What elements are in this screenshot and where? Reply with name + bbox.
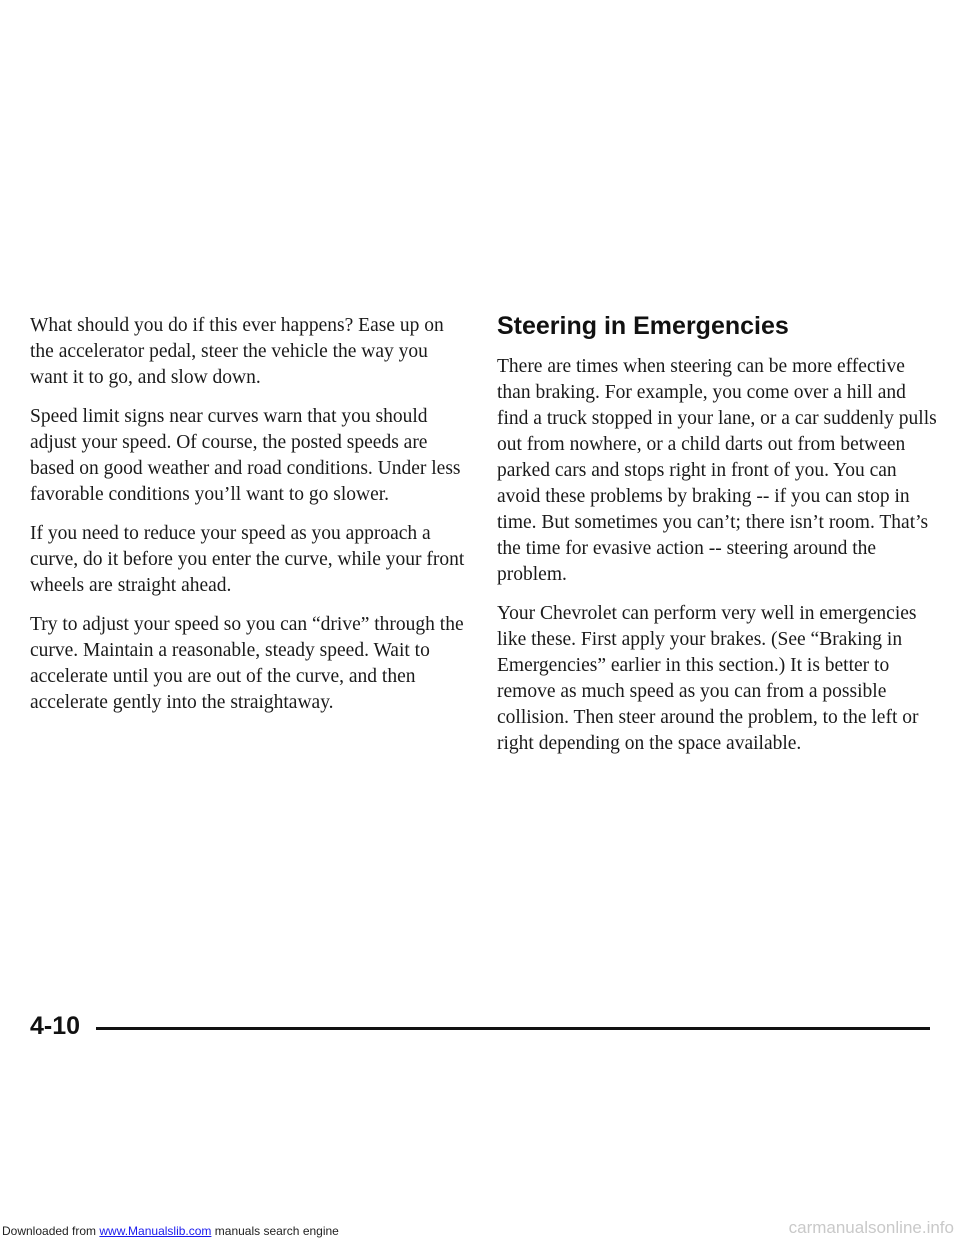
paragraph-steering-effective: There are times when steering can be more effective than braking. For example, you come over a hill and find a truck stopped in your lane, or a car suddenly pulls out from nowhere, or a child darts out from between parked cars and stops right in front of you. You can avoid these problems by braking -- if you can stop in time. But sometimes you can’t; there isn’t room. That’s the time for evasive action -- steering around the problem. (497, 356, 937, 585)
page-number: 4-10 (30, 1012, 81, 1040)
paragraph-ease-up: What should you do if this ever happens? Ease up on the accelerator pedal, steer the vehicle the way you want it to go, and slow down. (30, 315, 444, 388)
download-notice (2, 1224, 339, 1238)
download-suffix: manuals search engine (211, 1224, 339, 1238)
watermark: carmanualsonline.info (788, 1218, 954, 1237)
left-column (30, 313, 470, 729)
section-heading: Steering in Emergencies (497, 312, 789, 340)
paragraph-chevrolet-perform: Your Chevrolet can perform very well in emergencies like these. First apply your brakes. (See “Braking in Emergencies” earlier in this section.) It is better to remove as much speed as you can from a possible collision. Then steer around the problem, to the left or right depending on the space available. (497, 603, 919, 754)
manualslib-link[interactable]: www.Manualslib.com (99, 1224, 212, 1238)
paragraph-adjust-speed: Try to adjust your speed so you can “drive” through the curve. Maintain a reasonable, steady speed. Wait to accelerate until you are out of the curve, and then accelerate gently into the straightaway. (30, 614, 464, 713)
right-column (497, 310, 937, 770)
paragraph-reduce-speed: If you need to reduce your speed as you approach a curve, do it before you enter the curve, while your front wheels are straight ahead. (30, 523, 465, 596)
download-prefix: Downloaded from (2, 1224, 100, 1238)
footer-rule (96, 1027, 930, 1030)
paragraph-speed-limit-signs: Speed limit signs near curves warn that you should adjust your speed. Of course, the posted speeds are based on good weather and road conditions. Under less favorable conditions you’ll want to go slower. (30, 406, 461, 505)
